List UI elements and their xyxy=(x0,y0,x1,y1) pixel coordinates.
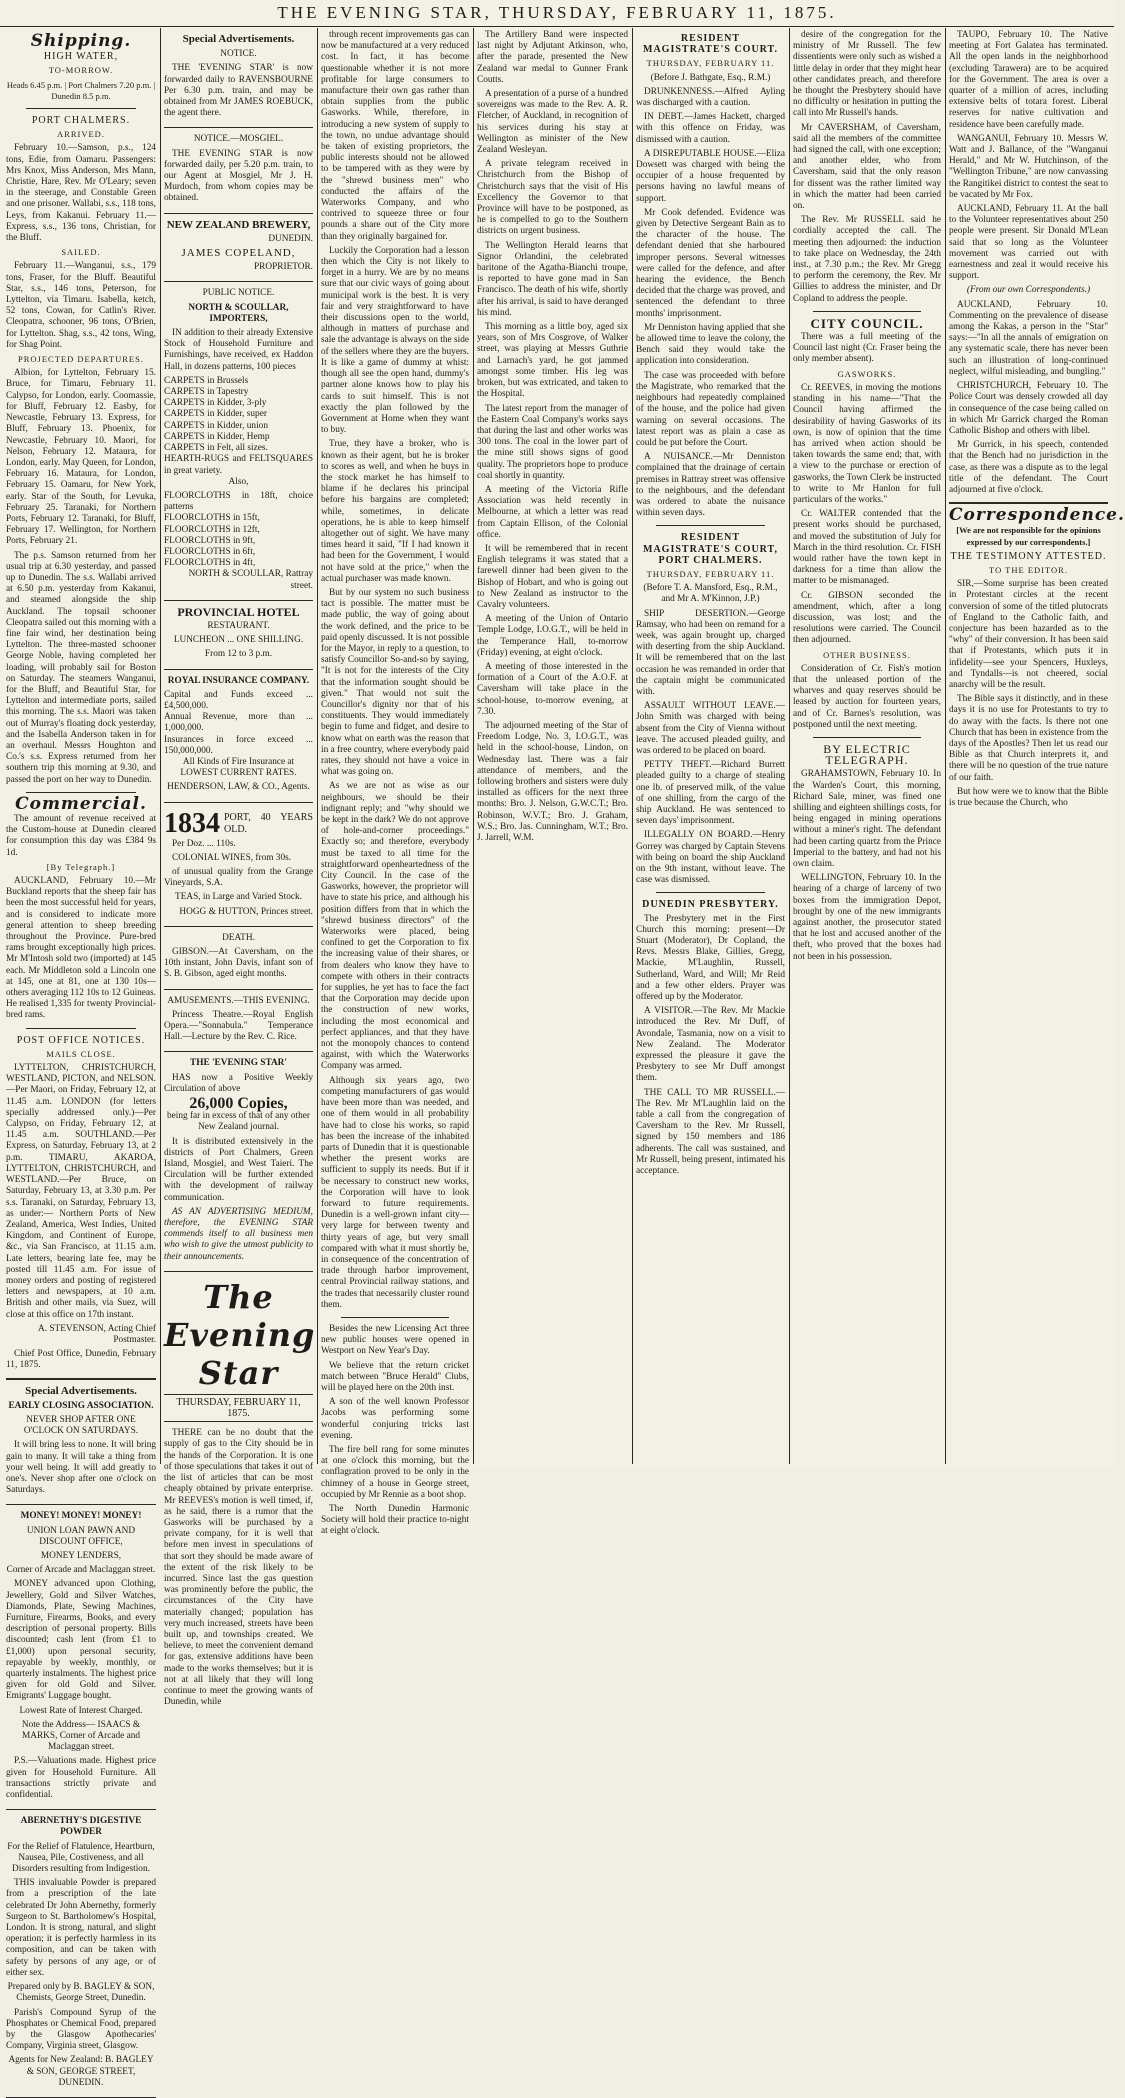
telegram-para: A private telegram received in Christchurch from the Bishop of Christchurch says that the visit of His Excellency the Governor to that Province will have to be postponed, as he is compelled to go to the Southern districts on urgent business. xyxy=(477,159,628,237)
copies-more: It is distributed extensively in the districts of Port Chalmers, Green Island, Mosgiel, and West Taieri. The Circulation will be further extended with the development of railway communication. xyxy=(164,1136,313,1203)
amusements xyxy=(164,996,313,1053)
presentation-para: A presentation of a purse of a hundred sovereigns was made to the Rev. A. R. Fletcher, of Auckland, in recognition of his services during his stay at Wellington as minister of the New Zealand Wesleyan. xyxy=(477,89,628,156)
editorial-paragraph: True, they have a broker, who is known as their agent, but he is broker to scores as well, and when he buys in the stock market he has himself to blame if he declares his principal before his bargains are completed; while, sometimes, in delicate operations, he is able to keep himself altogether out of sight. We have many times heard it said, "If I had known it had been for the Government, I would not have sold at the price," when the actual purchaser was made known. xyxy=(321,439,469,584)
royal-text: All Kinds of Fire Insurance at LOWEST CURRENT RATES. xyxy=(180,756,297,779)
other-business-text: Consideration of Cr. Fish's motion that the unleased portion of the wharves and quay reserves should be leased by auction for fourteen years, and of Cr. Barnes's resolution, was postponed until the next meeting. xyxy=(793,663,941,730)
sailed-text: February 11.—Wanganui, s.s., 179 tons, Fraser, for the Bluff. Beautiful Star, s.s., 146 tons, Peterson, for Lyttelton, via Timaru. Isabella, ketch, 52 tons, Cowan, for Catlin's River. Cleopatra, schooner, 96 tons, O'Brien, for Lyttelton. Shag, s.s., 42 tons, Wing, for Shag Point. xyxy=(6,261,156,350)
council-paragraph: Cr. GIBSON seconded the amendment, which, after a long discussion, was lost; and the resolutions were carried. The Council then adjourned. xyxy=(793,590,941,646)
mosgiel-text: THE EVENING STAR is now forwarded daily, per 5.20 p.m. train, to our Agent at Mosgiel, Mr J. H. Murdoch, from whom copies may be obtained. xyxy=(164,148,313,204)
column-rule xyxy=(317,28,318,1464)
letter-paragraph: The Bible says it distinctly, and in these days it is no use for Protestants to try to do away with the facts. Is there not one Church that has been in existence from the days of the Apostles? Then let us read our Bible as that Church interprets it, and there will be no question of the true nature of our faith. xyxy=(949,694,1108,783)
early-text: It will bring less to none. It will bring gain to many. It will take a thing from your well being. It will add greatly to one's. Never shop after one o'clock on Saturdays. xyxy=(6,1440,156,1496)
high-water-heading: HIGH WATER, xyxy=(43,51,119,63)
abernethy-ad xyxy=(6,1816,156,2098)
other-business-label: OTHER BUSINESS. xyxy=(823,649,911,660)
correspondent-items xyxy=(949,300,1108,496)
lunch-time: From 12 to 3 p.m. xyxy=(204,649,273,660)
money-title: MONEY! MONEY! MONEY! xyxy=(20,1511,142,1522)
hotel-title: PROVINCIAL HOTEL xyxy=(177,604,300,619)
arrived-label: ARRIVED. xyxy=(57,129,105,140)
arrived-text: February 10.—Samson, p.s., 124 tons, Edie, from Oamaru. Passengers: Mrs Knox, Miss Anderson, Mrs Mann, Christie, Hare, Rev. Mr O'Leary; seven in the steerage, and Constable Green and one prisoner. Wallabi, s.s., 118 tons, Leys, from Kakanui. February 11.—Express, s.s., 136 tons, Christian, for the Bluff. xyxy=(6,143,156,244)
agents: Agents for New Zealand: B. BAGLEY & SON, GEORGE STREET, DUNEDIN. xyxy=(8,2055,154,2088)
correspondence-heading: Correspondence. xyxy=(949,505,1125,526)
carpets-list xyxy=(164,376,313,477)
to-editor: TO THE EDITOR. xyxy=(989,564,1068,575)
editorial-paragraph: Luckily the Corporation had a lesson then which the City is not likely to forget in a hurry. We are by no means sure that our civic ways of going about municipal work is the best. It is very fair and very straightforward to have their discussions open to the world, although in matters of purchase and sale the advantage is always on the side of the sellers where they are the buyers. It is like a game of dummy at whist: though all see the open hand, dummy's partner alone knows how to play his cards to suit himself. This is not exactly the plan followed by the Government at Home when they want to buy. xyxy=(321,245,469,436)
royal-row: Insurances in force exceed ... 150,000,000. xyxy=(164,734,313,756)
colonial-wines: COLONIAL WINES, from 30s. xyxy=(172,852,292,863)
early-closing-ad xyxy=(6,1401,156,1506)
port-court-before: (Before T. A. Mansford, Esq., R.M., and Mr A. M'Kinnon, J.P.) xyxy=(643,583,778,605)
teas-text: TEAS, in Large and Varied Stock. xyxy=(175,892,302,903)
wellington-para: The Wellington Herald learns that Signor Orlandini, the celebrated baritone of the Agatha-Bianchi troupe, is reported to have gone mad in San Francisco. The death of his wife, shortly after his arrival, is said to have deranged his mind. xyxy=(477,240,628,318)
court-paragraph: A NUISANCE.—Mr Denniston complained that the drainage of certain premises in Rattray street was offensive to the neighbours, and the defendant was ordered to abate the nuisance within seven days. xyxy=(636,452,785,519)
editorial-text: THERE can be no doubt that the supply of gas to the City should be in the hands of the Corporation. It is one of those speculations that takes it out of the list of articles that can be most cheaply obtained by private enterprise. Mr REEVES's motion is well timed, if, as he said, there is a rumor that the Gasworks will be purchased by a private company, for it is well that before men invest in speculations of that sort they should be made aware of the extent of the risk likely to be incurred. Since last the gas question was prominently before the public, the circumstances of the City have materially changed; population has very much increased, streets have been built up, and townships created. We believe, to meet the convenient demand for gas, extensive additions have been made to the works themselves; but it is not at all likely that they will long continue to meet the growing wants of Dunedin, while xyxy=(164,1428,313,1708)
shipping-heading: Shipping. xyxy=(30,31,132,51)
presbytery-paragraph: A VISITOR.—The Rev. Mr Mackie introduced the Rev. Mr Duff, of Avondale, Tasmania, now on a visit to New Zealand. The Moderator expressed the pleasure it gave the Presbytery to see Mr Duff amongst them. xyxy=(636,1006,785,1084)
correspondent-paragraph: Mr Gurrick, in his speech, contended that the Bench had no jurisdiction in the case, as there was a dispute as to the legal title of the defendant. The Court adjourned at five o'clock. xyxy=(949,440,1108,495)
star-notice: THE 'EVENING STAR' is now forwarded daily to RAVENSBOURNE Per 6.30 p.m. train, and may be obtained from Mr JAMES ROEBUCK, the agent there. xyxy=(164,63,313,119)
tide-row: Heads 6.45 p.m. | Port Chalmers 7.20 p.m. | Dunedin 8.5 p.m. xyxy=(6,79,156,101)
bishop-para: It will be remembered that in recent English telegrams it was stated that a farewell dinner had been given to the Bishop of Hobart, and who is going out to New Zealand as instructor to the Cavalry volunteers. xyxy=(477,543,628,610)
presbytery-paragraph: The Presbytery met in the First Church this morning: present—Dr Stuart (Moderator), Dr Copland, the Revs. Messrs Blake, Gillies, Gregg, Mackie, M'Laughlin, Russell, Sutherland, Ward, and Will; Mr Reid and a few other elders. Prayer was offered up by the Moderator. xyxy=(636,913,785,1003)
death-title: DEATH. xyxy=(222,932,255,943)
port-court-paragraph: ASSAULT WITHOUT LEAVE.—John Smith was charged with being absent from the City of Vienna without leave. The accused pleaded guilty, and was ordered to be placed on board. xyxy=(636,701,785,756)
column-3 xyxy=(321,30,469,1537)
also-label: Also, xyxy=(228,476,249,487)
post-date: Chief Post Office, Dunedin, February 11, 1875. xyxy=(6,1349,156,1371)
copeland: JAMES COPELAND, xyxy=(181,247,296,260)
postmaster: A. STEVENSON, Acting Chief Postmaster. xyxy=(37,1323,156,1345)
letter-paragraph: SIR,—Some surprise has been created in Protestant circles at the recent conversion of some of the titled plutocrats of England to the Catholic faith, and conjecture has been hazarded as to the "why" of their conversion. It has been said that if Protestants, which puts it in infidelity—see your Spencers, Huxleys, and Tyndalls—is not cheered, social anarchy will be the result. xyxy=(949,579,1108,690)
royal-row: Annual Revenue, more than ... 1,000,000. xyxy=(164,712,313,734)
mosgiel-label: NOTICE.—MOSGIEL. xyxy=(193,134,284,145)
star-ad-title: THE 'EVENING STAR' xyxy=(190,1058,287,1069)
paper-date: THURSDAY, FEBRUARY 11, 1875. xyxy=(164,1394,313,1422)
column-4 xyxy=(477,30,628,1462)
mails-close-label: MAILS CLOSE. xyxy=(46,1048,116,1059)
port-court-date: THURSDAY, FEBRUARY 11. xyxy=(646,568,775,579)
presbytery-paragraph: Mr CAVERSHAM, of Caversham, said all the members of the committee had signed the call, with one exception; and another elder, who from Caversham, said that the only reason for dissent was the rather limited way in which the matter had been carried on. xyxy=(793,122,941,212)
abernethy-sub: For the Relief of Flatulence, Heartburn, Nausea, Pile, Costiveness, and all Disorders resulting from Indigestion. xyxy=(7,1841,155,1875)
circulation-ad xyxy=(164,1058,313,1271)
column-rule xyxy=(473,28,474,1464)
carpet-item: CARPETS in Kidder, union xyxy=(164,420,268,431)
prepared-by: Prepared only by B. BAGLEY & SON, Chemists, George Street, Dunedin. xyxy=(7,1982,155,2004)
advertising-text: AS AN ADVERTISING MEDIUM, therefore, the EVENING STAR commends itself to all business men who wish to give the utmost publicity to their announcements. xyxy=(164,1206,313,1262)
commercial-heading: Commercial. xyxy=(15,793,147,814)
north-scoullar-ad xyxy=(164,288,313,600)
year-1834: 1834 xyxy=(164,807,220,839)
paper-title: The Evening Star xyxy=(164,1277,316,1392)
telegraph-paragraph: AUCKLAND, February 11. At the ball to the Volunteer representatives about 250 people were present. Sir Donald M'Lean said that so long as the Volunteer movement was carried out with earnestness and zeal it would receive his support. xyxy=(949,204,1108,282)
by-telegraph-label: [By Telegraph.] xyxy=(46,861,116,872)
column-1 xyxy=(6,30,156,2088)
debt-para: IN DEBT.—James Hackett, charged with this offence on Friday, was dismissed with a caution. xyxy=(636,112,785,145)
early-closing-title: EARLY CLOSING ASSOCIATION. xyxy=(8,1400,154,1411)
telegraph-paragraph: TAUPO, February 10. The Native meeting at Fort Galatea has terminated. All the open lands in the neighborhood (excluding Tarawera) are to be acquired for the Government. The area is over a quarter of a million of acres, including extensive belts of totara forest. Liberal reserves for native cultivation and residence have been carefully made. xyxy=(949,30,1108,130)
royal-rows xyxy=(164,690,313,757)
resident-court-heading: RESIDENT MAGISTRATE'S COURT. xyxy=(643,33,778,56)
editorial-paragraph: As we are not as wise as our neighbours, we should be their indignant reply; and "why should we be kept in the dark? We do not approve of hole-and-corner proceedings." Exactly so; and therefore, everybody must be taxed to all time for the straightforward openheartedness of the City Council. In the case of the Gasworks, however, the proprietor will have to state his price, and although his position differs from that in which the "shrewd business directors" of the Waterworks were placed, being confined to get the Corporation to fix the increasing value of their shares, or from dealers who know they have to compete with others in their contracts for supplies, he yet has to face the fact that the Corporation may decide upon the construction of new works, including the most economical and perfect appliances, and that they have not the monopoly chances to contend against, with which the Waterworks Company was armed. xyxy=(321,781,469,1072)
column-6 xyxy=(793,30,941,1462)
north-title: NORTH & SCOULLAR, IMPORTERS, xyxy=(188,302,289,324)
cricket-para: We believe that the return cricket match between "Bruce Herald" Clubs, will be played here on the 20th inst. xyxy=(321,1360,469,1393)
royal-row: Capital and Funds exceed ... £4,500,000. xyxy=(164,689,313,711)
correspondent-paragraph: CHRISTCHURCH, February 10. The Police Court was densely crowded all day in consequence of the case being called on in which Mr Garrick charged the Roman Catholic Bishop and others with libel. xyxy=(949,381,1108,436)
column-rule xyxy=(789,28,790,1464)
money-rate: Lowest Rate of Interest Charged. xyxy=(19,1705,143,1716)
harmonic-para: The North Dunedin Harmonic Society will hold their practice to-night at eight o'clock. xyxy=(321,1504,469,1537)
floorcloth-item: FLOORCLOTHS in 18ft, choice patterns xyxy=(164,490,313,513)
port-court-proceedings xyxy=(636,609,785,887)
artillery-para: The Artillery Band were inspected last night by Adjutant Atkinson, who, after the parade, presented the New Zealand war medal to Gunner Frank Coutts. xyxy=(477,30,628,85)
union-loan: UNION LOAN PAWN AND DISCOUNT OFFICE, xyxy=(26,1525,136,1547)
floorcloth-item: FLOORCLOTHS in 6ft, xyxy=(164,546,256,557)
abernethy-text: THIS invaluable Powder is prepared from a prescription of the late celebrated Dr John Abernethy, formerly Surgeon to St. Bartholomew's Hospital, London. It is strong, natural, and slight operation; it is perfectly harmless in its composition, and can be taken with safety by persons of any age, or of either sex. xyxy=(6,1878,156,1978)
telegraph-paragraph: GRAHAMSTOWN, February 10. In the Warden's Court, this morning, Richard Sale, miner, was fined one shilling and eighteen shillings costs, for being engaged in mining operations without a miner's right. The defendant had been carting quartz from the Prince Imperial to the battery, and had not his own claim. xyxy=(793,769,941,870)
presbytery-paragraph: The Rev. Mr RUSSELL said he cordially accepted the call. The meeting then adjourned: the induction to take place on Wednesday, the 24th inst., at 7.30 p.m.; the Rev. Mr Gregg to perform the ceremony, the Rev. Mr Gillies to address the minister, and Dr Copland to address the people. xyxy=(793,215,941,304)
presbytery-proceedings xyxy=(636,914,785,1178)
hogg-hutton-ad xyxy=(164,809,313,927)
column-7 xyxy=(949,30,1125,1462)
carpet-item: CARPETS in Kidder, super xyxy=(164,409,267,420)
column-5 xyxy=(636,30,785,1462)
council-paragraph: Cr. WALTER contended that the present works should be purchased, and moved the substitution of July for March in the third resolution. Cr. FISH would rather have the town kept in darkness for a time than allow the matter to be mismanaged. xyxy=(793,509,941,587)
carpet-item: CARPETS in Kidder, 3-ply xyxy=(164,398,267,409)
port-chalmers-heading: PORT CHALMERS. xyxy=(31,115,131,127)
proprietor: PROPRIETOR. xyxy=(254,262,313,273)
never-shop: NEVER SHOP AFTER ONE O'CLOCK ON SATURDAYS. xyxy=(23,1414,139,1437)
presbytery-heading: DUNEDIN PRESBYTERY. xyxy=(642,899,779,911)
letter-paragraph: But how were we to know that the Bible is true because the Church, who xyxy=(949,786,1108,808)
brewery-ad xyxy=(164,220,313,283)
rifle-para: A meeting of the Victoria Rifle Association was held recently in Melbourne, at which a letter was read from Captain Ellison, of the Colonial office. xyxy=(477,484,628,540)
disreputable-para: A DISREPUTABLE HOUSE.—Eliza Dowsett was charged with being the occupier of a house frequented by persons having no lawful means of support. xyxy=(636,148,785,204)
carpet-item: HEARTH-RUGS and FELTSQUARES in great variety. xyxy=(164,454,313,476)
mosgiel-notice xyxy=(164,134,313,213)
letter-body xyxy=(949,579,1108,809)
hogg-signature: HOGG & HUTTON, Princes street. xyxy=(179,906,313,917)
correspondent-paragraph: AUCKLAND, February 10. Commenting on the prevalence of disease among the Kakas, a person in the "Star" says:—"In all the annals of emigration on any systematic scale, there has never been such an illustration of long-continued neglect, wilful misleading, and bungling." xyxy=(949,299,1108,377)
brewery-title: NEW ZEALAND BREWERY, xyxy=(166,218,311,231)
masthead: THE EVENING STAR, THURSDAY, FEBRUARY 11, 1875. xyxy=(0,0,1114,27)
carpet-item: CARPETS in Kidder, Hemp xyxy=(164,431,270,442)
accident-para: This morning as a little boy, aged six years, son of Mrs Cosgrove, of Walker street, was playing at Messrs Guthrie and Larnach's yard, he got jammed amongst some timber. His leg was broken, but was extricated, and taken to the Hospital. xyxy=(477,322,628,400)
licensing-para: Besides the new Licensing Act three new public houses were opened in Westport on New Year's Day. xyxy=(321,1323,469,1357)
money-address: Corner of Arcade and Maclaggan street. xyxy=(6,1565,156,1576)
letter-title: THE TESTIMONY ATTESTED. xyxy=(950,550,1107,562)
quality-text: of unusual quality from the Grange Vineyards, S.A. xyxy=(164,866,313,889)
special-ads-heading-2: Special Advertisements. xyxy=(182,33,295,45)
presbytery-continued xyxy=(793,30,941,305)
projected-text: Albion, for Lyttelton, February 15. Bruce, for Timaru, February 11. Calypso, for London, early. Coomassie, for Bluff, February 12. Easby, for Newcastle, February 13. Express, for Bluff, February 13. Phoenix, for Newcastle, February 10. Maori, for Nelson, February 12. Mataura, for London, early. May Queen, for London, February 16. Mataura, for London, February 15. Oamaru, for New York, early. Star of the South, for Levuka, February 25. Taranaki, for Northern Ports, February 12. Taranaki, for Bluff, February 17. Wellington, for Northern Ports, February 21. xyxy=(6,368,156,547)
port-court-paragraph: PETTY THEFT.—Richard Burrett pleaded guilty to a charge of stealing one lb. of preserved milk, of the value of one shilling, from the cargo of the ship Auckland. He was sentenced to seven days' imprisonment. xyxy=(636,760,785,827)
money-text: MONEY advanced upon Clothing, Jewellery, Gold and Silver Watches, Diamonds, Plate, Sewing Machines, Furniture, Firearms, Books, and every description of personal property. Bills discounted; cash lent (from £1 to £1,000) upon personal security, repayable by weekly, monthly, or quarterly instalments. The highest price given for old Gold and Silver. Emigrants' Luggage bought. xyxy=(6,1579,156,1702)
column-rule xyxy=(160,28,161,1464)
money-ad xyxy=(6,1511,156,1810)
money-ps: P.S.—Valuations made. Highest price given for Household Furniture. All transactions strictly private and confidential. xyxy=(6,1756,156,1801)
floorcloth-item: FLOORCLOTHS in 4ft, xyxy=(164,558,256,569)
port-text: PORT, 40 YEARS OLD. xyxy=(224,812,313,835)
telegraph-items xyxy=(793,769,941,962)
port-court-heading: RESIDENT MAGISTRATE'S COURT, PORT CHALMERS. xyxy=(643,532,778,566)
commercial-text: The amount of revenue received at the Custom-house at Dunedin cleared for consumption this day was £384 9s 1d. xyxy=(6,814,156,858)
lodge-para: A meeting of the Union of Ontario Temple Lodge, I.O.G.T., will be held in the Temperance Hall, to-morrow (Friday) evening, at eight o'clock. xyxy=(477,614,628,658)
special-ads-heading: Special Advertisements. xyxy=(25,1384,137,1397)
court-paragraph: Mr Cook defended. Evidence was given by Detective Sergeant Bain as to the character of the house. The defendant denied that she harboured improper persons. Several witnesses were called for the defence, and after hearing the evidence, the Bench decided that the charge was proved, and sentenced the defendant to three months' imprisonment. xyxy=(636,207,785,319)
carpet-item: CARPETS in Tapestry xyxy=(164,387,249,398)
fire-para: The fire bell rang for some minutes at one o'clock this morning, but the conflagration proved to be only in the chimney of a house in George street, occupied by Mr Rennie as a boot shop. xyxy=(321,1444,469,1500)
telegraph-paragraph: WELLINGTON, February 10. In the hearing of a charge of larceny of two boxes from the immigration Depot, brought by one of the new immigrants against another, the prosecutor stated that he lost and accused another of the theft, who proved that the boxes had not been in his possession. xyxy=(793,873,941,962)
telegraph-items-continued xyxy=(949,30,1108,282)
port-court-paragraph: SHIP DESERTION.—George Ramsay, who had been on remand for a week, was again brought up, charged with deserting from the ship Auckland. It will be remembered that on the last occasion he was remanded in order that the captain might be communicated with. xyxy=(636,608,785,697)
death-text: GIBSON.—At Caversham, on the 10th instant, John Davis, infant son of S. B. Gibson, aged eight months. xyxy=(164,947,313,980)
copies: 26,000 Copies, xyxy=(189,1095,288,1113)
royal-insurance-ad xyxy=(164,676,313,803)
amusements-title: AMUSEMENTS.—THIS EVENING. xyxy=(167,995,310,1006)
restaurant: RESTAURANT. xyxy=(207,620,270,631)
city-council-heading: CITY COUNCIL. xyxy=(810,315,924,331)
commercial-telegraph: AUCKLAND, February 10.—Mr Buckland reports that the sheep fair has been the most successful held for years, and is considered to indicate more general attention to sheep breeding throughout the Province. Pure-bred rams brought exceptionally high prices. Mr M'Intosh sold two (imported) at 145 each. Mr Middleton sold a Lincoln one at 145, one at 81, one at 130 10s—others averaging 112 10s to 12 Guineas. He realised 1,335 for twenty Provincial-bred rams. xyxy=(6,876,156,1021)
parish-text: Parish's Compound Syrup of the Phosphates or Chemical Food, prepared by the Glasgow Apothecaries' Company, Virginia street, Glasgow. xyxy=(6,2007,156,2052)
sailed-label: SAILED. xyxy=(61,247,101,258)
per-doz: Per Doz. ... 110s. xyxy=(172,838,236,849)
port-court-paragraph: ILLEGALLY ON BOARD.—Henry Gorrey was charged by Captain Stevens with being on board the ship Auckland on the 9th instant, without leave. The case was dismissed. xyxy=(636,830,785,886)
editorial-continued xyxy=(321,30,469,1311)
royal-title: ROYAL INSURANCE COMPANY. xyxy=(167,675,310,686)
coal-para: The latest report from the manager of the Eastern Coal Company's works says that during the last and other works was 300 tons. The coal in the lower part of the mine still shows signs of good quality. The proprietors hope to produce coal shortly in quantity. xyxy=(477,403,628,481)
own-correspondents: (From our own Correspondents.) xyxy=(966,285,1091,296)
brewery-dunedin: DUNEDIN. xyxy=(268,233,313,244)
floorcloth-item: FLOORCLOTHS in 9ft, xyxy=(164,535,256,546)
death-notice xyxy=(164,933,313,990)
presbytery-paragraph: THE CALL TO MR RUSSELL.—The Rev. Mr M'Laughlin laid on the table a call from the congregation of Caversham to the Rev. Mr Russell, signed by 150 members and 186 adherents. The call was sustained, and Mr Russell, being present, intimated his acceptance. xyxy=(636,1087,785,1177)
copies-sub: being far in excess of that of any other New Zealand journal. xyxy=(166,1111,311,1133)
public-notice: PUBLIC NOTICE. xyxy=(202,288,275,299)
editorial-paragraph: But by our system no such business tact is possible. The matter must be made public, the way of going about the work defined, and the price to be paid openly discussed. It is not possible for the Mayor, in reply to a question, to satisfy Councillor So-and-so by saying, "It is not for the interests of the City that the information sought should be given." That would not suit the Councillor's dignity nor that of his constituents. They would immediately begin to fume and fidget, and desire to know what on earth was the reason that in a free country, where everybody paid rates, they should not have a voice in what was going on. xyxy=(321,587,469,778)
floorcloth-item: FLOORCLOTHS in 15ft, xyxy=(164,513,260,524)
to-morrow-label: TO-MORROW. xyxy=(48,65,114,76)
court-paragraph: The case was proceeded with before the Magistrate, who remarked that the neighbours had repeatedly complained of the house, and the police had given warning on several occasions. The latest report was as plain a case as could be put before the Court. xyxy=(636,370,785,448)
editorial-paragraph: Although six years ago, two competing manufacturers of gas would have been more than was needed, and one of them would in all probability have had to close his works, so rapid has been the increase of the inhabited parts of Dunedin that it is questionable whether the present works are sufficient to supply its needs. But if it be necessary to construct new works, the Corporation will have to look forward to future requirements. Dunedin is a well-grown infant city—very large for between twenty and thirty years of age, but very small compared with what it must shortly be, in consequence of the concentration of trade through harbor improvement, central Provincial railway stations, and the trades that necessarily cluster round them. xyxy=(321,1075,469,1310)
installation-para: The adjourned meeting of the Star of Freedom Lodge, No. 3, I.O.G.T., was held in the school-house, Lindon, on Wednesday last. There was a fair attendance of members, and the following brothers and sisters were duly installed as officers for the next three months: Bro. J. Nelson, G.W.C.T.; Bro. Robinson, W.V.T.; Bro. J. Graham, W.S.; Bro. Jas. Cunningham, W.T.; Bro. J. Jarrell, W.M. xyxy=(477,720,628,844)
projected-label: PROJECTED DEPARTURES. xyxy=(18,354,144,365)
court-proceedings xyxy=(636,208,785,519)
ravensbourne-notice xyxy=(164,49,313,128)
abernethy-title: ABERNETHY'S DIGESTIVE POWDER xyxy=(20,1816,142,1838)
court-before: (Before J. Bathgate, Esq., R.M.) xyxy=(650,72,771,83)
shipping-notes: The p.s. Samson returned from her usual trip at 6.30 yesterday, and passed up to Dunedin. The s.s. Wallabi arrived at 6.50 p.m. yesterday from Kakanui, and steamed alongside the ship Auckland. The topsail schooner Cleopatra sailed out this morning with a fine fair wind, her destination being Lyttelton. The three-masted schooner George Noble, having completed her loading, will probably sail for Boston on Saturday. The steamers Wanganui, for the Bluff, and Beautiful Star, for Lyttelton and intermediate ports, sailed this morning. The s.s. Maori was taken out of Murray's floating dock yesterday, and the Isabella Anderson taken in for an overhaul. Messrs Houghton and Co.'s s.s. Express returned from her southern trip this morning at 9.30, and passed the port on her way to Dunedin. xyxy=(6,550,156,785)
floorcloths-list xyxy=(164,491,313,569)
presbytery-paragraph: desire of the congregation for the ministry of Mr Russell. The few dissentients were only such as wished a little delay in order that they might hear other candidates preach, and therefore he thought the Presbytery should have no difficulty or hesitation in putting the call into Mr Russell's hands. xyxy=(793,30,941,119)
disclaimer: [We are not responsible for the opinions expressed by our correspondents.] xyxy=(956,525,1101,547)
amusements-text: Princess Theatre.—Royal English Opera.—"Sonnabula." Temperance Hall.—Lecture by the Rev. C. Rice. xyxy=(164,1009,313,1043)
carpet-item: CARPETS in Felt, all sizes. xyxy=(164,443,268,454)
floorcloth-item: FLOORCLOTHS in 12ft, xyxy=(164,524,260,535)
notice-label: NOTICE. xyxy=(220,49,257,60)
council-paragraph: Cr. REEVES, in moving the motions standing in his name—"That the Council having affirmed the desirability of having Gasworks of its own, is now of opinion that the time has arrived when action should be taken towards the same end; that, with a view to the purchase or erection of gasworks, the Town Clerk be instructed to write to Mr Hanlon for full particulars of the works." xyxy=(793,382,941,505)
royal-agents: HENDERSON, LAW, & CO., Agents. xyxy=(167,782,310,793)
north-signature: NORTH & SCOULLAR, Rattray street. xyxy=(188,569,313,591)
council-intro: There was a full meeting of the Council last night (Cr. Fraser being the only member absent). xyxy=(793,332,941,365)
council-proceedings xyxy=(793,383,941,647)
drunkenness-para: DRUNKENNESS.—Alfred Ayling was discharged with a caution. xyxy=(636,86,785,109)
court-paragraph: Mr Denniston having applied that she be allowed time to leave the colony, the Bench said they would take the application into consideration. xyxy=(636,322,785,367)
column-rule xyxy=(945,28,946,1464)
luncheon: LUNCHEON ... ONE SHILLING. xyxy=(173,635,304,646)
post-office-heading: POST OFFICE NOTICES. xyxy=(16,1034,146,1046)
money-address-2: Note the Address— ISAACS & MARKS, Corner of Arcade and Maclaggan street. xyxy=(21,1719,141,1753)
gasworks-label: GASWORKS. xyxy=(837,368,897,379)
carpet-item: CARPETS in Brussels xyxy=(164,375,249,386)
star-ad-text: HAS now a Positive Weekly Circulation of above xyxy=(164,1072,313,1094)
money-lenders: MONEY LENDERS, xyxy=(40,1550,122,1561)
editorial-paragraph: through recent improvements gas can now be manufactured at a very reduced cost. In fact, it has become questionable whether it is not more profitable for large consumers to manufacture their own gas rather than obtain supplies from the public Gasworks. While, therefore, in introducing a new system of supply to the town, no undue advantage should be taken of existing proprietors, the public interests should not be allowed to be tampered with as they were by the "shrewd business men" who conducted the affairs of the Waterworks Company, and who contrived to squeeze three or four pounds a share out of the City more than they originally bargained for. xyxy=(321,30,469,242)
column-2 xyxy=(164,30,316,1708)
provincial-hotel-ad xyxy=(164,604,313,670)
professor-para: A son of the well known Professor Jacobs was performing some wonderful conjuring tricks last evening. xyxy=(321,1397,469,1441)
electric-telegraph-heading: BY ELECTRIC TELEGRAPH. xyxy=(823,741,911,768)
post-text: LYTTELTON, CHRISTCHURCH, WESTLAND, PICTON, and NELSON.—Per Maori, on Friday, February 12, at 11.45 a.m. LONDON (for letters specially addressed only.)—Per Calypso, on Friday, February 12, at 11.45 a.m. SOUTHLAND.—Per Express, on Saturday, February 13, at 2 p.m. TIMARU, AKAROA, LYTTELTON, CHRISTCHURCH, and WESTLAND.—Per Bruce, on Saturday, February 13, at 3.30 p.m. Per s.s. Taranaki, on Saturday, February 13, as under:— Northern Ports of New Zealand, America, West Indies, United Kingdom, and Continent of Europe, &c., via San Francisco, at 11.15 a.m. Late letters, bearing late fee, may be posted till 11.45 a.m. For issue of money orders and posting of registered letters and newspapers, at 10 a.m. British and other mails, via Suez, will close at this office on 17th instant. xyxy=(6,1063,156,1320)
column-rule xyxy=(632,28,633,1464)
court-date: THURSDAY, FEBRUARY 11. xyxy=(646,58,775,69)
telegraph-paragraph: WANGANUI, February 10. Messrs W. Watt and J. Ballance, of the "Wanganui Herald," and Mr W. Hutchinson, of the "Wellington Tribune," are now canvassing the Rangitikei district to contest the seat to be vacated by Mr Fox. xyxy=(949,133,1108,200)
north-text: IN addition to their already Extensive Stock of Household Furniture and Furnishings, have received, ex Haddon Hall, in dozens patterns, 100 pieces xyxy=(164,328,313,372)
forester-para: A meeting of those interested in the formation of a Court of the A.O.F. at Caversham will take place in the school-house, to-morrow evening, at 7.30. xyxy=(477,661,628,717)
